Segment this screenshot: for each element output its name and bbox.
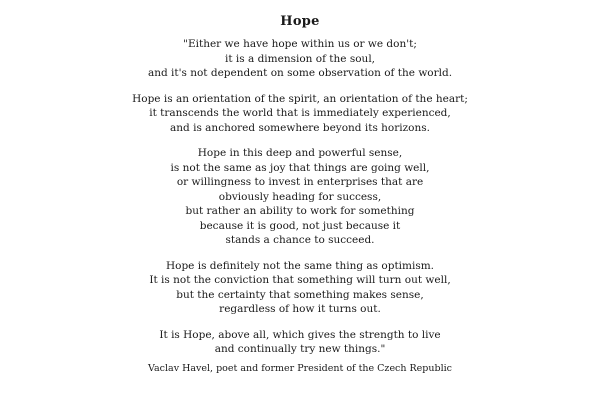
poem-line: it is a dimension of the soul,	[224, 52, 376, 65]
stanza-5	[40, 328, 560, 357]
poem-line: and continually try new things."	[214, 343, 386, 355]
poem-line: It is Hope, above all, which gives the strength to live	[159, 328, 441, 341]
poem-line: or willingness to invest in enterprises that are	[176, 176, 424, 188]
stanza-3	[40, 146, 560, 248]
poem-line: Hope in this deep and powerful sense,	[197, 147, 403, 159]
poem-line: but rather an ability to work for something	[185, 205, 415, 217]
stanza-4	[40, 259, 560, 317]
poem-line: "Either we have hope within us or we don't;	[183, 38, 417, 50]
page-title: Hope	[280, 14, 320, 29]
poem-line: and is anchored somewhere beyond its horizons.	[170, 121, 430, 134]
attribution: Vaclav Havel, poet and former President of the Czech Republic	[148, 363, 452, 374]
poem-line: obviously heading for success,	[218, 190, 382, 203]
poem-line: stands a chance to succeed.	[225, 234, 375, 246]
poem-line: it transcends the world that is immediately experienced,	[149, 107, 451, 119]
stanza-2	[40, 92, 560, 136]
poem-line: because it is good, not just because it	[199, 219, 401, 232]
poem-line: Hope is an orientation of the spirit, an orientation of the heart;	[132, 92, 468, 105]
stanza-1	[40, 37, 560, 81]
poem-line: regardless of how it turns out.	[219, 303, 381, 315]
poem-line: Hope is definitely not the same thing as optimism.	[165, 259, 435, 272]
poem-line: but the certainty that something makes sense,	[176, 288, 424, 301]
poem-line: and it's not dependent on some observation of the world.	[147, 67, 453, 79]
poem-line: It is not the conviction that something will turn out well,	[149, 274, 451, 286]
poem-line: is not the same as joy that things are going well,	[170, 161, 430, 174]
